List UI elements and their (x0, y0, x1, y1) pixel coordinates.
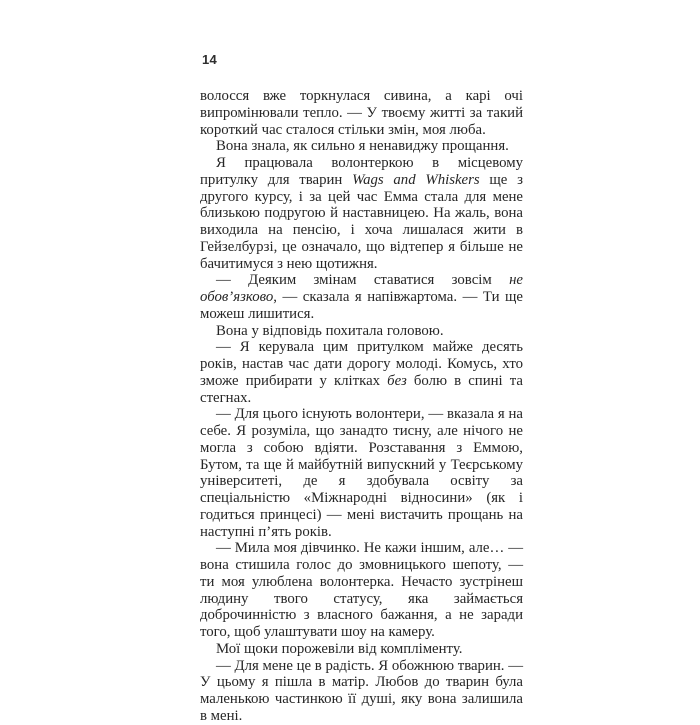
text-segment: — Деяким змінам ставатися зовсім (216, 272, 510, 289)
text-segment: , — сказала я напівжартома. — Ти ще можеш лишитися. (200, 289, 523, 322)
paragraph (200, 155, 523, 272)
text-segment: волосся вже торкнулася сивина, а карі очі випромінювали тепло. — У твоєму житті за такий короткий час сталося стільки змін, моя люба. (200, 88, 523, 138)
paragraph (200, 323, 523, 340)
text-segment: — Я керувала цим притулком майже десять років, настав час дати дорогу молоді. Комусь, хто зможе прибирати у клітках (200, 339, 523, 389)
text-segment: болю в спині та стегнах. (200, 372, 523, 406)
italic-text-segment: не обов’язково (200, 272, 523, 305)
text-segment: — Для мене це в радість. Я обожнюю тварин. — У цьому я пішла в матір. Любов до тварин була маленькою частинкою її душі, яку вона залишила в мені. (200, 657, 523, 724)
paragraph (200, 138, 523, 155)
paragraph (200, 339, 523, 406)
page-number: 14 (202, 52, 218, 67)
text-segment: Я працювала волонтеркою в місцевому притулку для тварин (200, 155, 523, 188)
page-text (200, 88, 523, 725)
paragraph (200, 658, 523, 725)
paragraph (200, 540, 523, 641)
text-segment: — Для цього існують волонтери, — вказала я на себе. Я розуміла, що занадто тисну, але нічого не могла з собою вдіяти. Розставання з Еммою, Бутом, та ще й майбутній випускний у Теєрському університеті, де я здобувала освіту за спеціальністю «Міжнародні відносини» (як і годиться принцесі) — мені вистачить прощань на наступні п’ять років. (200, 406, 523, 540)
paragraph (200, 88, 523, 138)
text-segment: ще з другого курсу, і за цей час Емма стала для мене близькою подругою й наставницею. На жаль, вона виходила на пенсію, і хоча лишалася жити в Гейзелбурзі, це означало, що відтепер я більше не бачитимуся з нею щотижня. (200, 171, 523, 272)
paragraph (200, 406, 523, 540)
paragraph (200, 641, 523, 658)
text-segment: Вона знала, як сильно я ненавиджу прощання. (216, 138, 509, 155)
italic-text-segment: Wags and Whiskers (352, 171, 480, 188)
text-segment: Мої щоки порожевіли від компліменту. (216, 640, 463, 657)
italic-text-segment: без (387, 372, 407, 389)
text-segment: Вона у відповідь похитала головою. (216, 322, 444, 339)
text-segment: — Мила моя дівчинко. Не кажи іншим, але… — вона стишила голос до змовницького шепоту, — ти моя улюблена волонтерка. Нечасто зустрінеш людину твого статусу, яка займається доброчинністю з власного бажання, а не заради того, щоб улаштувати шоу на камеру. (200, 540, 523, 640)
paragraph (200, 272, 523, 322)
